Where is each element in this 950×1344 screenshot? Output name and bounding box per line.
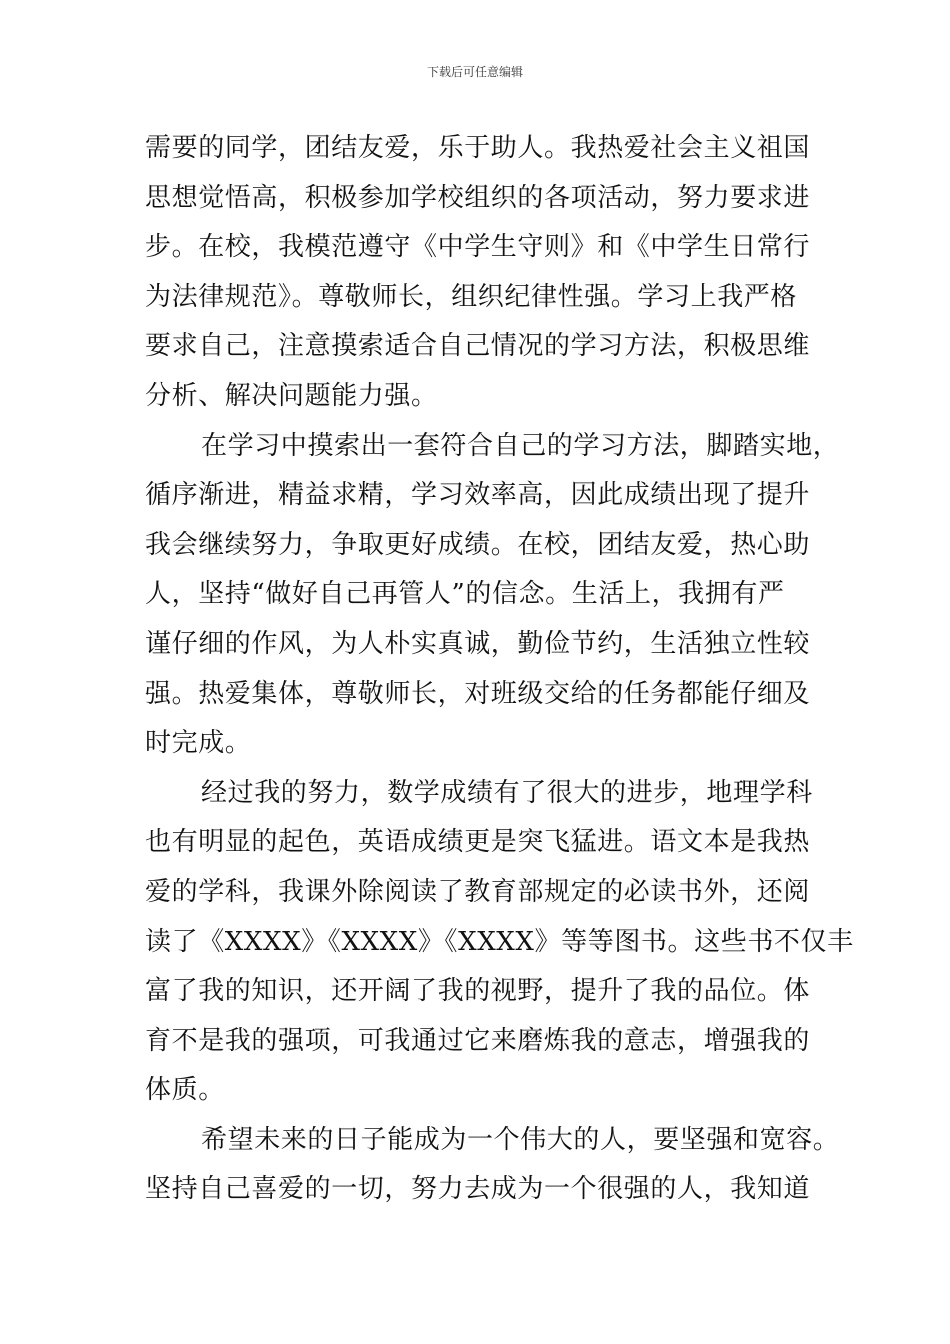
text-line: 希望未来的日子能成为一个伟大的人，要坚强和宽容。 xyxy=(201,1124,840,1155)
text-line: 在学习中摸索出一套符合自己的学习方法，脚踏实地， xyxy=(201,430,840,461)
text-line: 坚持自己喜爱的一切，努力去成为一个很强的人，我知道 xyxy=(145,1174,811,1205)
text-line: 人，坚持“做好自己再管人”的信念。生活上，我拥有严 xyxy=(145,579,785,610)
text-line: 谨仔细的作风，为人朴实真诚，勤俭节约，生活独立性较 xyxy=(145,628,811,659)
text-line: 循序渐进，精益求精，学习效率高，因此成绩出现了提升 xyxy=(145,480,811,511)
text-line: 读了《XXXX》《XXXX》《XXXX》等等图书。这些书不仅丰 xyxy=(145,926,854,957)
paragraph xyxy=(145,1116,840,1215)
text-line: 育不是我的强项，可我通过它来磨炼我的意志，增强我的 xyxy=(145,1025,811,1056)
text-line: 强。热爱集体，尊敬师长，对班级交给的任务都能仔细及 xyxy=(145,678,811,709)
text-line: 为法律规范》。尊敬师长，组织纪律性强。学习上我严格 xyxy=(145,281,798,312)
text-line: 要求自己，注意摸索适合自己情况的学习方法，积极思维 xyxy=(145,331,811,362)
text-line: 分析、解决问题能力强。 xyxy=(145,380,438,411)
text-line: 需要的同学，团结友爱，乐于助人。我热爱社会主义祖国 xyxy=(145,133,811,163)
text-line: 思想觉悟高，积极参加学校组织的各项活动，努力要求进 xyxy=(145,182,811,213)
text-line: 富了我的知识，还开阔了我的视野，提升了我的品位。体 xyxy=(145,976,811,1007)
text-line: 也有明显的起色，英语成绩更是突飞猛进。语文本是我热 xyxy=(145,827,811,858)
text-line: 爱的学科，我课外除阅读了教育部规定的必读书外，还阅 xyxy=(145,876,811,907)
document-body xyxy=(145,124,854,1215)
text-line: 时完成。 xyxy=(145,728,252,759)
paragraph xyxy=(145,769,854,1116)
paragraph xyxy=(145,422,840,769)
text-line: 步。在校，我模范遵守《中学生守则》和《中学生日常行 xyxy=(145,232,811,263)
text-line: 体质。 xyxy=(145,1075,225,1106)
text-line: 我会继续努力，争取更好成绩。在校，团结友爱，热心助 xyxy=(145,529,811,560)
page-header: 下载后可任意编辑 xyxy=(426,65,523,79)
text-line: 经过我的努力，数学成绩有了很大的进步，地理学科 xyxy=(201,777,813,808)
paragraph xyxy=(145,124,825,422)
